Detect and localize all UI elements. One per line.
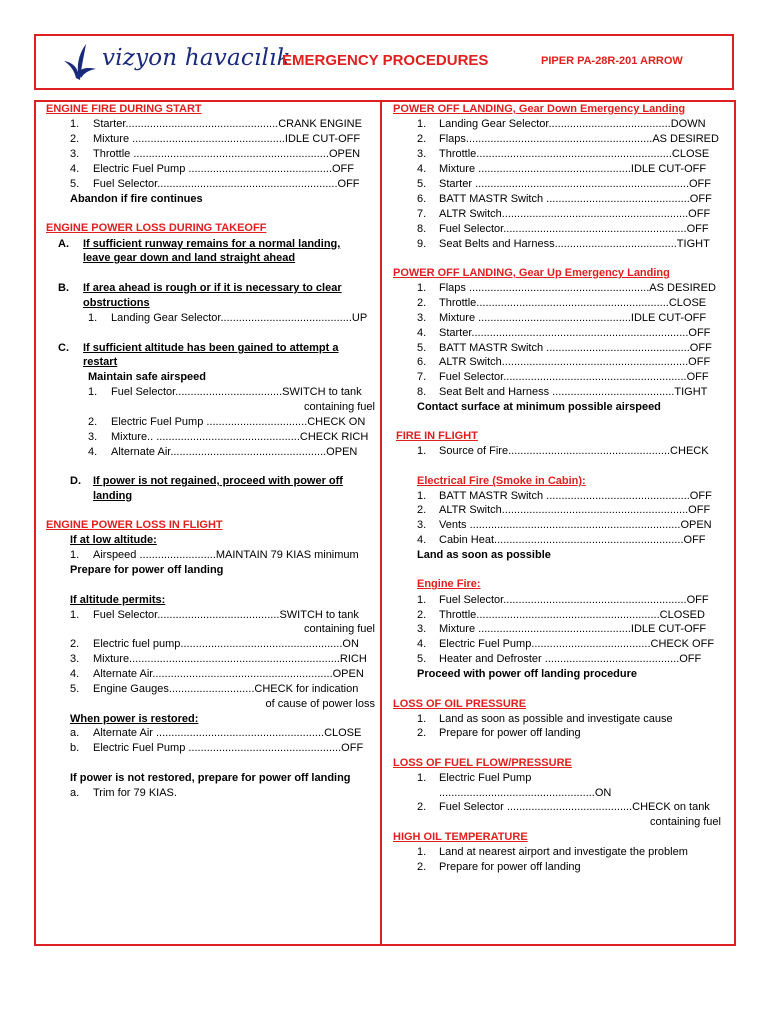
checklist-item: Seat Belt and Harness ........................................TIGHT <box>439 386 708 398</box>
section-heading: FIRE IN FLIGHT <box>396 430 478 442</box>
list-number: 1. <box>417 445 427 457</box>
list-number: 3. <box>88 431 98 443</box>
list-number: 8. <box>417 223 427 235</box>
bird-logo-icon <box>56 42 102 84</box>
checklist-item: Fuel Selector...................................SWITCH to tank <box>111 386 362 398</box>
checklist-item: Fuel Selector............................................................OFF <box>439 371 709 383</box>
procedure-condition: If power is not regained, proceed with power off <box>93 475 343 487</box>
list-number: 4. <box>417 638 427 650</box>
list-letter: b. <box>70 742 80 754</box>
procedure-condition: If area ahead is rough or if it is necessary to clear <box>83 282 342 294</box>
checklist-item: Landing Gear Selector...........................................UP <box>111 312 368 324</box>
subsection-heading: Engine Fire: <box>417 578 481 590</box>
section-note: Proceed with power off landing procedure <box>417 668 638 680</box>
checklist-item: Mixture ..................................................IDLE CUT-OFF <box>439 623 707 635</box>
list-number: 4. <box>417 534 427 546</box>
list-number: 2. <box>70 133 80 145</box>
section-heading: POWER OFF LANDING, Gear Down Emergency Landing <box>393 103 686 115</box>
procedure-condition: If sufficient altitude has been gained to attempt a <box>83 342 339 354</box>
checklist-item: Fuel Selector .........................................CHECK on tank <box>439 801 710 813</box>
section-heading: POWER OFF LANDING, Gear Up Emergency Landing <box>393 267 670 279</box>
checklist-item: Landing Gear Selector........................................DOWN <box>439 118 706 130</box>
checklist-item-continued: containing fuel <box>650 816 721 828</box>
list-number: 6. <box>417 356 427 368</box>
checklist-item: Fuel Selector........................................SWITCH to tank <box>93 609 359 621</box>
checklist-item: Alternate Air .......................................................CLOSE <box>93 727 362 739</box>
checklist-item: Prepare for power off landing <box>439 861 581 873</box>
list-number: 5. <box>70 683 80 695</box>
checklist-item-continued: containing fuel <box>304 623 375 635</box>
procedure-condition: If sufficient runway remains for a normal landing, <box>83 238 341 250</box>
checklist-item: Airspeed .........................MAINTAIN 79 KIAS minimum <box>93 549 359 561</box>
checklist-item: Vents .....................................................................OPEN <box>439 519 712 531</box>
procedure-condition: If altitude permits: <box>70 594 166 606</box>
list-number: 3. <box>417 519 427 531</box>
list-number: 2. <box>417 801 427 813</box>
checklist-item: ALTR Switch.............................................................OFF <box>439 356 711 368</box>
checklist-item: ALTR Switch.............................................................OFF <box>439 504 711 516</box>
company-logo-text: vizyon havacılık <box>102 45 291 71</box>
list-number: 3. <box>70 653 80 665</box>
checklist-item: Engine Gauges............................CHECK for indication <box>93 683 359 695</box>
list-number: 5. <box>417 653 427 665</box>
checklist-item: Mixture.. ...............................................CHECK RICH <box>111 431 369 443</box>
checklist-item: Throttle ................................................................OPEN <box>93 148 361 160</box>
document-title: EMERGENCY PROCEDURES <box>282 52 489 69</box>
list-number: 2. <box>70 638 80 650</box>
section-heading: HIGH OIL TEMPERATURE <box>393 831 528 843</box>
checklist-item: Throttle............................................................CLOSED <box>439 609 705 621</box>
checklist-item: Land as soon as possible and investigate cause <box>439 713 673 725</box>
procedure-condition: obstructions <box>83 297 150 309</box>
section-note: Contact surface at minimum possible airspeed <box>417 401 661 413</box>
checklist-item: BATT MASTR Switch ...............................................OFF <box>439 490 712 502</box>
list-number: 2. <box>417 861 427 873</box>
list-number: 4. <box>417 163 427 175</box>
checklist-item: Flaps ...........................................................AS DESIRED <box>439 282 716 294</box>
checklist-item: Land at nearest airport and investigate the problem <box>439 846 688 858</box>
list-number: 1. <box>417 772 427 784</box>
checklist-item: Mixture.....................................................................RICH <box>93 653 367 665</box>
list-letter: B. <box>58 282 69 294</box>
procedure-condition: restart <box>83 356 118 368</box>
list-number: 3. <box>417 312 427 324</box>
list-number: 2. <box>88 416 98 428</box>
list-number: 1. <box>88 386 98 398</box>
list-letter: D. <box>70 475 81 487</box>
checklist-item: Throttle................................................................CLOSE <box>439 148 710 160</box>
procedure-condition: When power is restored: <box>70 713 199 725</box>
header-box <box>34 34 734 90</box>
checklist-item: ALTR Switch.............................................................OFF <box>439 208 711 220</box>
checklist-item: BATT MASTR Switch ...............................................OFF <box>439 342 712 354</box>
section-note: Abandon if fire continues <box>70 193 203 205</box>
list-number: 4. <box>70 668 80 680</box>
checklist-item-continued: containing fuel <box>304 401 375 413</box>
list-number: 2. <box>417 609 427 621</box>
checklist-item: Alternate Air...................................................OPEN <box>111 446 358 458</box>
procedure-condition: If power is not restored, prepare for power off landing <box>70 772 351 784</box>
list-number: 5. <box>417 342 427 354</box>
procedure-condition: leave gear down and land straight ahead <box>83 252 296 264</box>
list-number: 6. <box>417 193 427 205</box>
list-number: 1. <box>88 312 98 324</box>
list-number: 7. <box>417 371 427 383</box>
subsection-heading: Electrical Fire (Smoke in Cabin): <box>417 475 586 487</box>
checklist-item: Mixture ..................................................IDLE CUT-OFF <box>93 133 361 145</box>
list-number: 4. <box>70 163 80 175</box>
checklist-item: Fuel Selector............................................................OFF <box>439 594 709 606</box>
checklist-item: Flaps.............................................................AS DESIRED <box>439 133 719 145</box>
list-number: 8. <box>417 386 427 398</box>
list-number: 4. <box>88 446 98 458</box>
list-number: 1. <box>417 713 427 725</box>
checklist-item: Mixture ..................................................IDLE CUT-OFF <box>439 312 707 324</box>
procedure-condition: If at low altitude: <box>70 534 157 546</box>
list-number: 7. <box>417 208 427 220</box>
list-number: 1. <box>417 490 427 502</box>
checklist-item: Electric fuel pump.....................................................ON <box>93 638 359 650</box>
list-number: 9. <box>417 238 427 250</box>
checklist-item-continued: ...................................................ON <box>439 787 612 799</box>
checklist-item: Electric Fuel Pump <box>439 772 532 784</box>
list-number: 1. <box>70 549 80 561</box>
checklist-item: Starter.......................................................................OFF <box>439 327 711 339</box>
checklist-item: Electric Fuel Pump ...............................................OFF <box>93 163 354 175</box>
checklist-item: Throttle...............................................................CLOSE <box>439 297 707 309</box>
list-number: 1. <box>417 846 427 858</box>
section-heading: LOSS OF OIL PRESSURE <box>393 698 527 710</box>
list-number: 1. <box>417 118 427 130</box>
list-letter: C. <box>58 342 69 354</box>
list-letter: A. <box>58 238 69 250</box>
section-heading: LOSS OF FUEL FLOW/PRESSURE <box>393 757 572 769</box>
list-number: 3. <box>70 148 80 160</box>
procedure-note: Maintain safe airspeed <box>88 371 206 383</box>
list-number: 2. <box>417 504 427 516</box>
section-heading: ENGINE POWER LOSS DURING TAKEOFF <box>46 222 267 234</box>
procedure-condition: landing <box>93 490 133 502</box>
checklist-item: Heater and Defroster ............................................OFF <box>439 653 702 665</box>
checklist-item: Seat Belts and Harness........................................TIGHT <box>439 238 710 250</box>
section-heading: ENGINE POWER LOSS IN FLIGHT <box>46 519 223 531</box>
section-heading: ENGINE FIRE DURING START <box>46 103 202 115</box>
checklist-item: Electric Fuel Pump ..................................................OFF <box>93 742 364 754</box>
checklist-item: Cabin Heat..............................................................OFF <box>439 534 706 546</box>
checklist-item: Mixture ..................................................IDLE CUT-OFF <box>439 163 707 175</box>
list-number: 3. <box>417 148 427 160</box>
checklist-item: Starter..................................................CRANK ENGINE <box>93 118 362 130</box>
list-number: 2. <box>417 297 427 309</box>
checklist-item: Electric Fuel Pump .................................CHECK ON <box>111 416 366 428</box>
list-number: 2. <box>417 133 427 145</box>
procedure-note: Prepare for power off landing <box>70 564 224 576</box>
list-number: 1. <box>70 609 80 621</box>
list-letter: a. <box>70 787 80 799</box>
checklist-item: Electric Fuel Pump.......................................CHECK OFF <box>439 638 715 650</box>
checklist-item: Fuel Selector............................................................OFF <box>439 223 709 235</box>
checklist-item: Starter ......................................................................OFF <box>439 178 711 190</box>
checklist-item: Trim for 79 KIAS. <box>93 787 177 799</box>
checklist-item-continued: of cause of power loss <box>265 698 375 710</box>
list-number: 2. <box>417 727 427 739</box>
checklist-item: Prepare for power off landing <box>439 727 581 739</box>
list-number: 1. <box>70 118 80 130</box>
list-number: 5. <box>417 178 427 190</box>
list-number: 5. <box>70 178 80 190</box>
list-number: 4. <box>417 327 427 339</box>
section-note: Land as soon as possible <box>417 549 551 561</box>
checklist-item: Source of Fire.....................................................CHECK <box>439 445 709 457</box>
list-number: 1. <box>417 594 427 606</box>
checklist-item: Fuel Selector...........................................................OFF <box>93 178 360 190</box>
aircraft-model: PIPER PA-28R-201 ARROW <box>541 55 683 67</box>
list-number: 3. <box>417 623 427 635</box>
list-number: 1. <box>417 282 427 294</box>
checklist-item: BATT MASTR Switch ...............................................OFF <box>439 193 712 205</box>
list-letter: a. <box>70 727 80 739</box>
checklist-item: Alternate Air...........................................................OPEN <box>93 668 364 680</box>
